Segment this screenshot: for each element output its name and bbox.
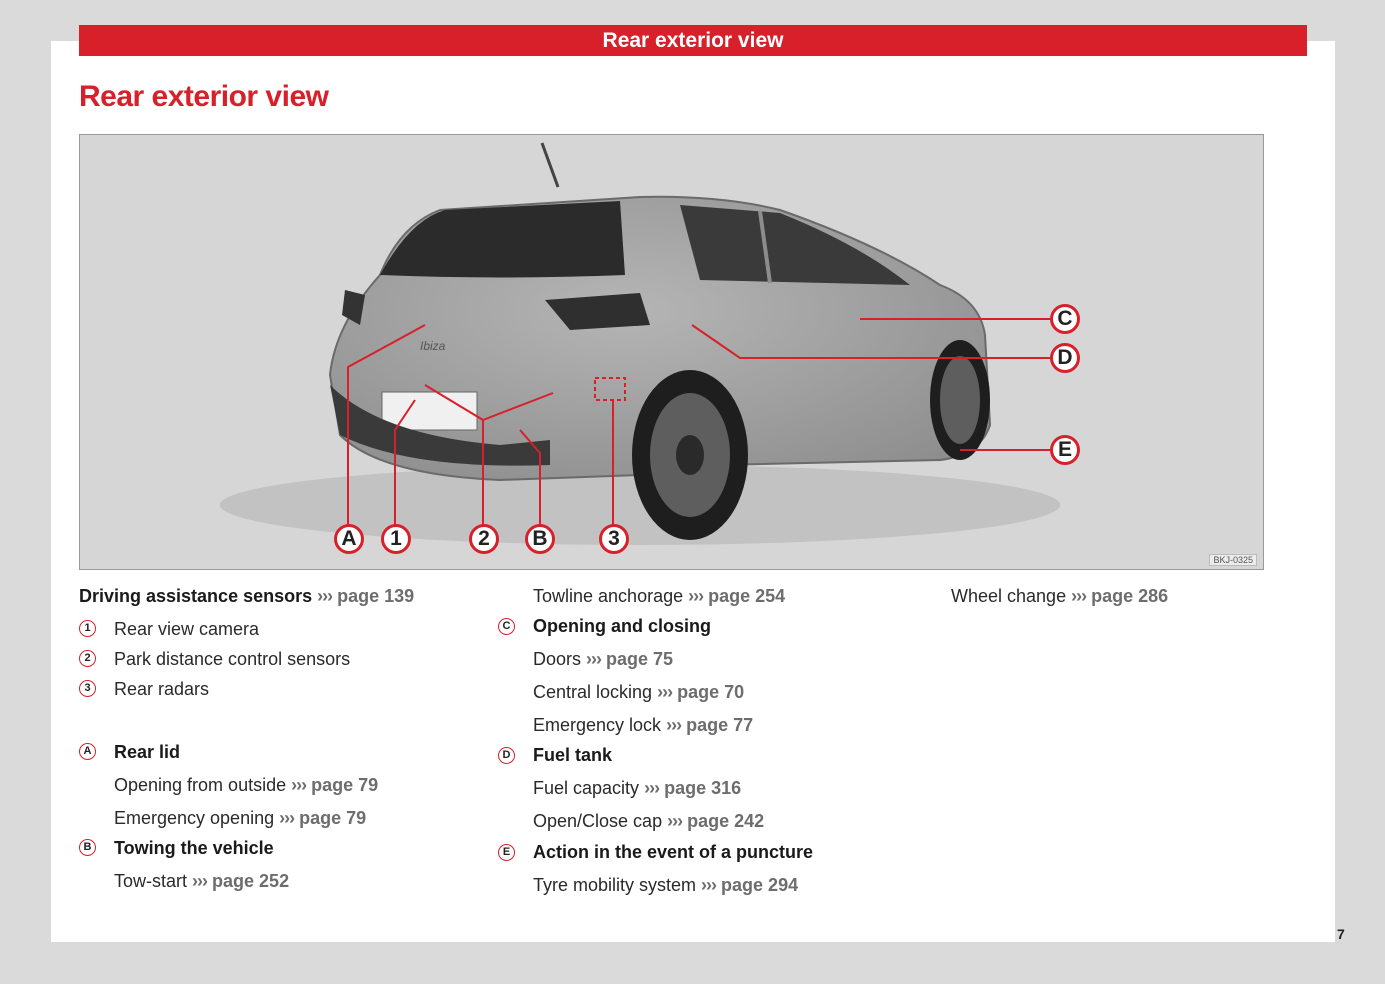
page-link[interactable]: Fuel capacity ››› page 316 (533, 778, 742, 798)
page-link[interactable]: Open/Close cap ››› page 242 (533, 811, 765, 831)
marker-c: C (498, 618, 515, 635)
page-link[interactable]: Wheel change ››› page 286 (951, 586, 1169, 606)
marker-1: 1 (79, 620, 96, 637)
list-item: Rear radars (114, 679, 210, 699)
callout-c: C (1050, 304, 1080, 334)
list-item: Rear view camera (114, 619, 260, 639)
callout-1: 1 (381, 524, 411, 554)
page-link[interactable]: Doors ››› page 75 (533, 649, 674, 669)
group-title: Opening and closing (533, 616, 712, 636)
callout-b: B (525, 524, 555, 554)
figure-code: BKJ-0325 (1209, 554, 1257, 566)
marker-e: E (498, 844, 515, 861)
page-link[interactable]: Towline anchorage ››› page 254 (533, 586, 786, 606)
page-number: 7 (1337, 926, 1345, 942)
marker-d: D (498, 747, 515, 764)
car-rear-figure (79, 134, 1264, 570)
page-link[interactable]: Tyre mobility system ››› page 294 (533, 875, 799, 895)
group-title: Fuel tank (533, 745, 613, 765)
car-illustration (80, 135, 1263, 569)
group-title: Action in the event of a puncture (533, 842, 814, 862)
callout-3: 3 (599, 524, 629, 554)
page-title: Rear exterior view (79, 80, 329, 113)
marker-3: 3 (79, 680, 96, 697)
callout-2: 2 (469, 524, 499, 554)
page-link[interactable]: Opening from outside ››› page 79 (114, 775, 379, 795)
group-title: Towing the vehicle (114, 838, 274, 858)
group-title: Rear lid (114, 742, 181, 762)
sensors-heading[interactable]: Driving assistance sensors ››› page 139 (79, 586, 415, 606)
marker-a: A (79, 743, 96, 760)
list-item: Park distance control sensors (114, 649, 351, 669)
page-link[interactable]: Central locking ››› page 70 (533, 682, 745, 702)
callout-a: A (334, 524, 364, 554)
marker-b: B (79, 839, 96, 856)
marker-2: 2 (79, 650, 96, 667)
ibiza-badge: Ibiza (420, 339, 446, 353)
page-link[interactable]: Emergency lock ››› page 77 (533, 715, 754, 735)
callout-d: D (1050, 343, 1080, 373)
header-bar: Rear exterior view (79, 25, 1307, 56)
page-link[interactable]: Emergency opening ››› page 79 (114, 808, 367, 828)
page-link[interactable]: Tow-start ››› page 252 (114, 871, 290, 891)
callout-e: E (1050, 435, 1080, 465)
